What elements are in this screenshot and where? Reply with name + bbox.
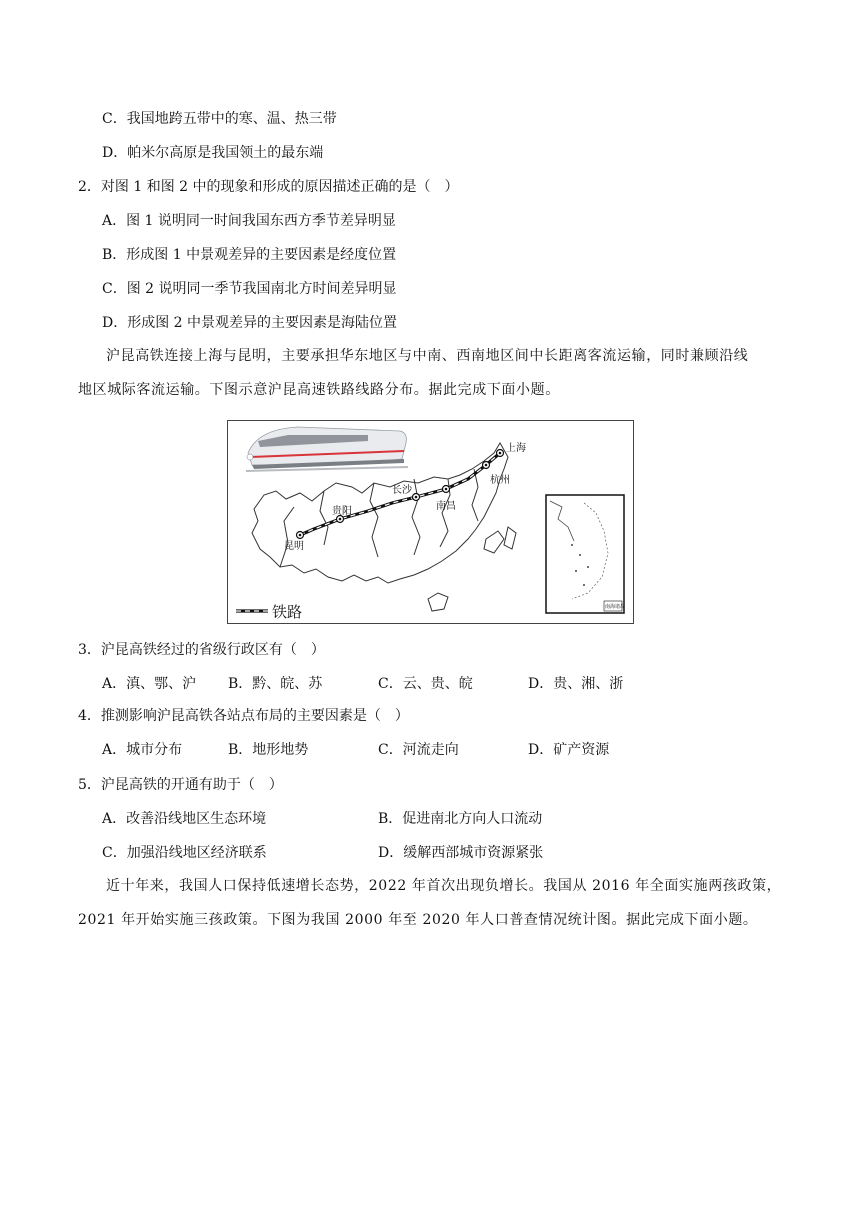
inset-label: 南海诸岛 — [605, 604, 626, 610]
q2-option-b: B．形成图 1 中景观差异的主要因素是经度位置 — [102, 247, 397, 263]
q2-option-a: A．图 1 说明同一时间我国东西方季节差异明显 — [102, 213, 396, 229]
station-hangzhou — [483, 462, 490, 469]
q4-option-c: C．河流走向 — [378, 742, 459, 758]
q1-option-c: C．我国地跨五带中的寒、温、热三带 — [102, 111, 337, 127]
passage-population — [78, 869, 784, 937]
q3-option-d: D．贵、湘、浙 — [528, 676, 624, 692]
railway-map — [228, 421, 633, 623]
q4-option-a: A．城市分布 — [102, 742, 183, 758]
q1-option-d: D．帕米尔高原是我国领土的最东端 — [102, 145, 324, 161]
passage1-line1: 沪昆高铁连接上海与昆明，主要承担华东地区与中南、西南地区间中长距离客流运输，同时兼顾沿线 — [106, 348, 749, 364]
q3-option-a: A．滇、鄂、沪 — [102, 676, 197, 692]
label-changsha: 长沙 — [392, 485, 412, 496]
station-changsha — [413, 494, 420, 501]
label-hangzhou: 杭州 — [490, 475, 510, 486]
label-nanchang: 南昌 — [436, 501, 456, 512]
train-image — [246, 427, 408, 471]
railway-map-figure — [227, 420, 634, 624]
q5-option-b: B．促进南北方向人口流动 — [378, 811, 543, 827]
label-shanghai: 上海 — [506, 443, 526, 454]
station-nanchang — [443, 486, 450, 493]
q4-option-d: D．矿产资源 — [528, 742, 610, 758]
label-guiyang: 贵阳 — [332, 506, 352, 517]
label-kunming: 昆明 — [284, 541, 304, 552]
south-china-sea-inset — [546, 495, 625, 613]
q5-option-c: C．加强沿线地区经济联系 — [102, 845, 267, 861]
station-shanghai — [497, 450, 504, 457]
q4-option-b: B．地形地势 — [228, 742, 309, 758]
q2-option-c: C．图 2 说明同一季节我国南北方时间差异明显 — [102, 281, 397, 297]
q4-stem: 4．推测影响沪昆高铁各站点布局的主要因素是（ ） — [78, 708, 409, 724]
q3-option-b: B．黔、皖、苏 — [228, 676, 323, 692]
q5-stem: 5．沪昆高铁的开通有助于（ ） — [78, 777, 283, 793]
q2-stem: 2．对图 1 和图 2 中的现象和形成的原因描述正确的是（ ） — [78, 179, 459, 195]
passage1-line2: 地区城际客流运输。下图示意沪昆高速铁路线路分布。据此完成下面小题。 — [78, 382, 560, 398]
passage2-line1: 近十年来，我国人口保持低速增长态势，2022 年首次出现负增长。我国从 2016 年全面实施两孩政策， — [106, 878, 782, 894]
station-kunming — [297, 532, 304, 539]
q3-option-c: C．云、贵、皖 — [378, 676, 473, 692]
passage2-line2: 2021 年开始实施三孩政策。下图为我国 2000 年至 2020 年人口普查情况统计图。据此完成下面小题。 — [78, 912, 758, 928]
q3-stem: 3．沪昆高铁经过的省级行政区有（ ） — [78, 642, 325, 658]
q2-option-d: D．形成图 2 中景观差异的主要因素是海陆位置 — [102, 315, 398, 331]
legend-railway-label: 铁路 — [272, 603, 303, 621]
q5-option-a: A．改善沿线地区生态环境 — [102, 811, 267, 827]
q5-option-d: D．缓解西部城市资源紧张 — [378, 845, 544, 861]
map-legend — [236, 603, 302, 621]
passage-hukun-railway — [78, 339, 784, 407]
